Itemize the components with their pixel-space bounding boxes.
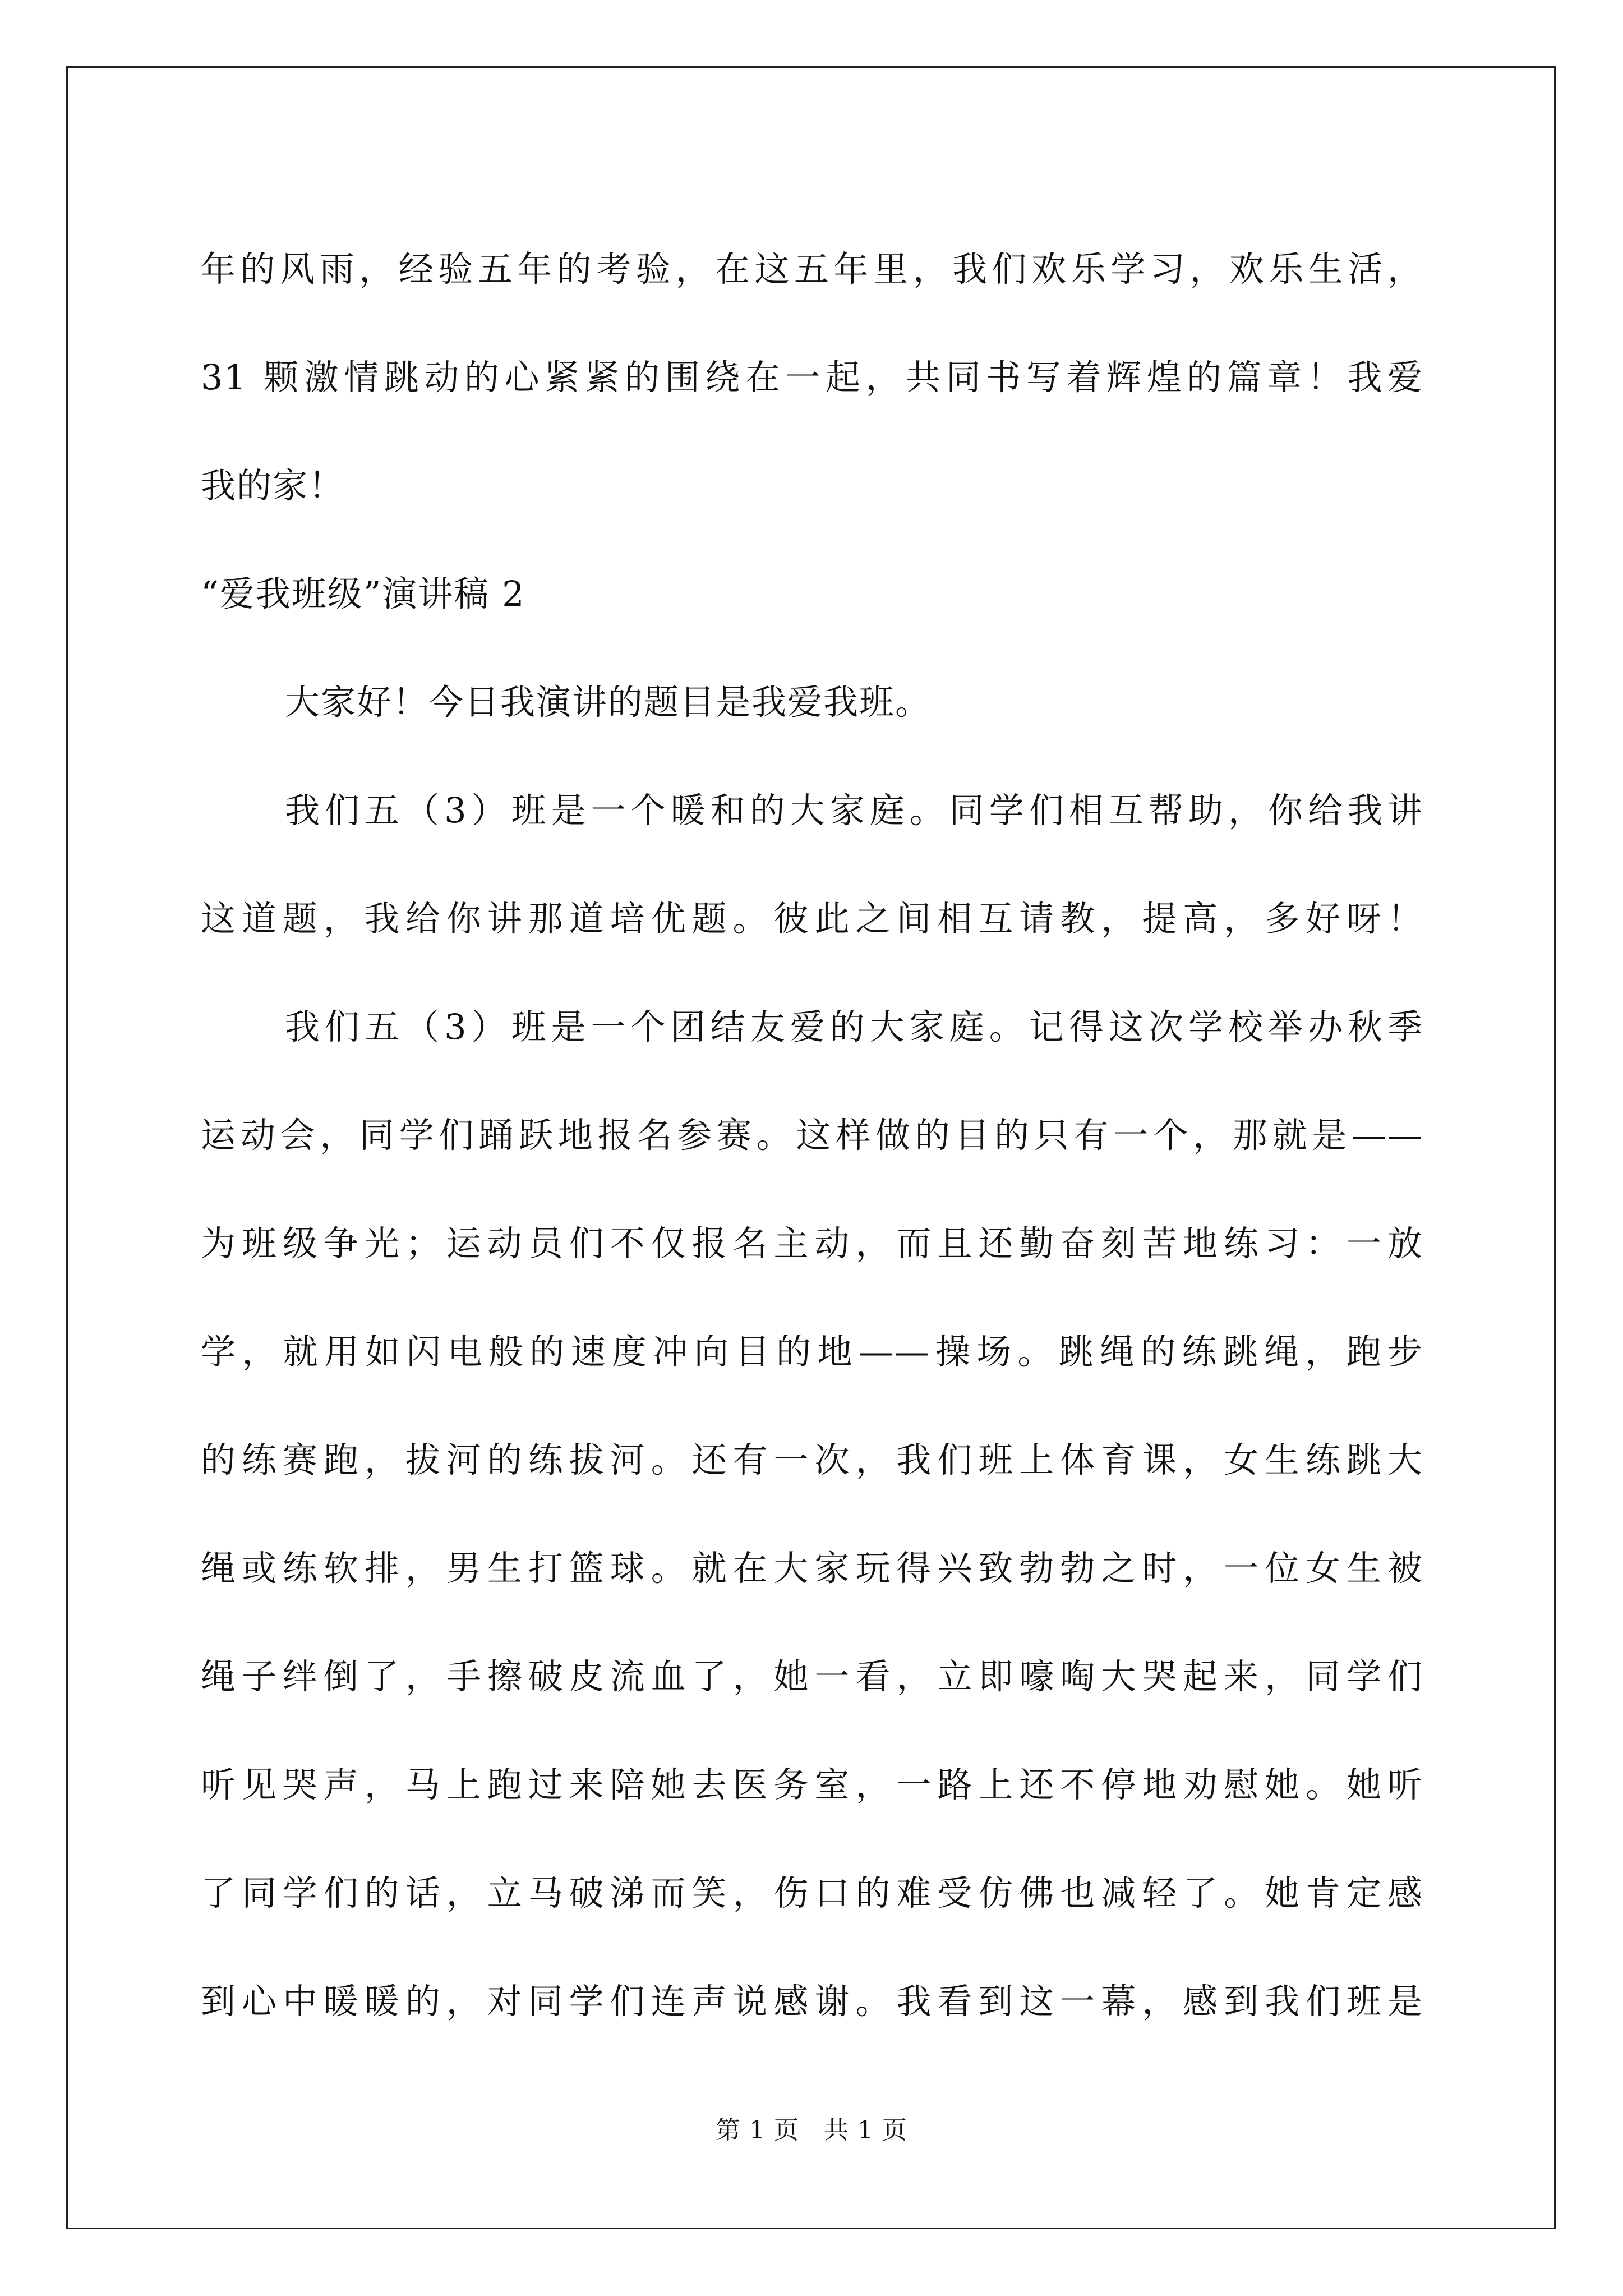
paragraph-line: 我们五（3）班是一个团结友爱的大家庭。记得这次学校举办秋季 [285, 1006, 1423, 1047]
paragraph-line: 了同学们的话，立马破涕而笑，伤口的难受仿佛也减轻了。她肯定感 [201, 1872, 1423, 1913]
paragraph-line: 大家好！今日我演讲的题目是我爱我班。 [285, 682, 932, 723]
section-heading: “爱我班级”演讲稿 2 [201, 573, 525, 614]
paragraph-line: 我的家！ [201, 465, 345, 506]
paragraph-line: 学，就用如闪电般的速度冲向目的地——操场。跳绳的练跳绳，跑步 [201, 1331, 1423, 1372]
paragraph-line: 为班级争光；运动员们不仅报名主动，而且还勤奋刻苦地练习：一放 [201, 1223, 1423, 1264]
paragraph-line: 31 颗激情跳动的心紧紧的围绕在一起，共同书写着辉煌的篇章！我爱 [201, 357, 1423, 398]
paragraph-line: 绳或练软排，男生打篮球。就在大家玩得兴致勃勃之时，一位女生被 [201, 1548, 1423, 1589]
page-footer [0, 2114, 1623, 2147]
paragraph-line: 这道题，我给你讲那道培优题。彼此之间相互请教，提高，多好呀！ [201, 898, 1423, 939]
paragraph-line: 运动会，同学们踊跃地报名参赛。这样做的目的只有一个，那就是—— [201, 1115, 1423, 1156]
paragraph-line: 听见哭声，马上跑过来陪她去医务室，一路上还不停地劝慰她。她听 [201, 1764, 1423, 1805]
paragraph-line: 到心中暖暖的，对同学们连声说感谢。我看到这一幕，感到我们班是 [201, 1981, 1423, 2022]
paragraph-line: 年的风雨，经验五年的考验，在这五年里，我们欢乐学习，欢乐生活， [201, 249, 1423, 289]
document-body [201, 215, 1423, 2055]
paragraph-line: 的练赛跑，拔河的练拔河。还有一次，我们班上体育课，女生练跳大 [201, 1439, 1423, 1480]
paragraph-line: 绳子绊倒了，手擦破皮流血了，她一看，立即嚎啕大哭起来，同学们 [201, 1656, 1423, 1697]
paragraph-line: 我们五（3）班是一个暖和的大家庭。同学们相互帮助，你给我讲 [285, 790, 1423, 831]
page-number: 第 1 页 [716, 2116, 799, 2145]
page-total: 共 1 页 [824, 2116, 907, 2145]
